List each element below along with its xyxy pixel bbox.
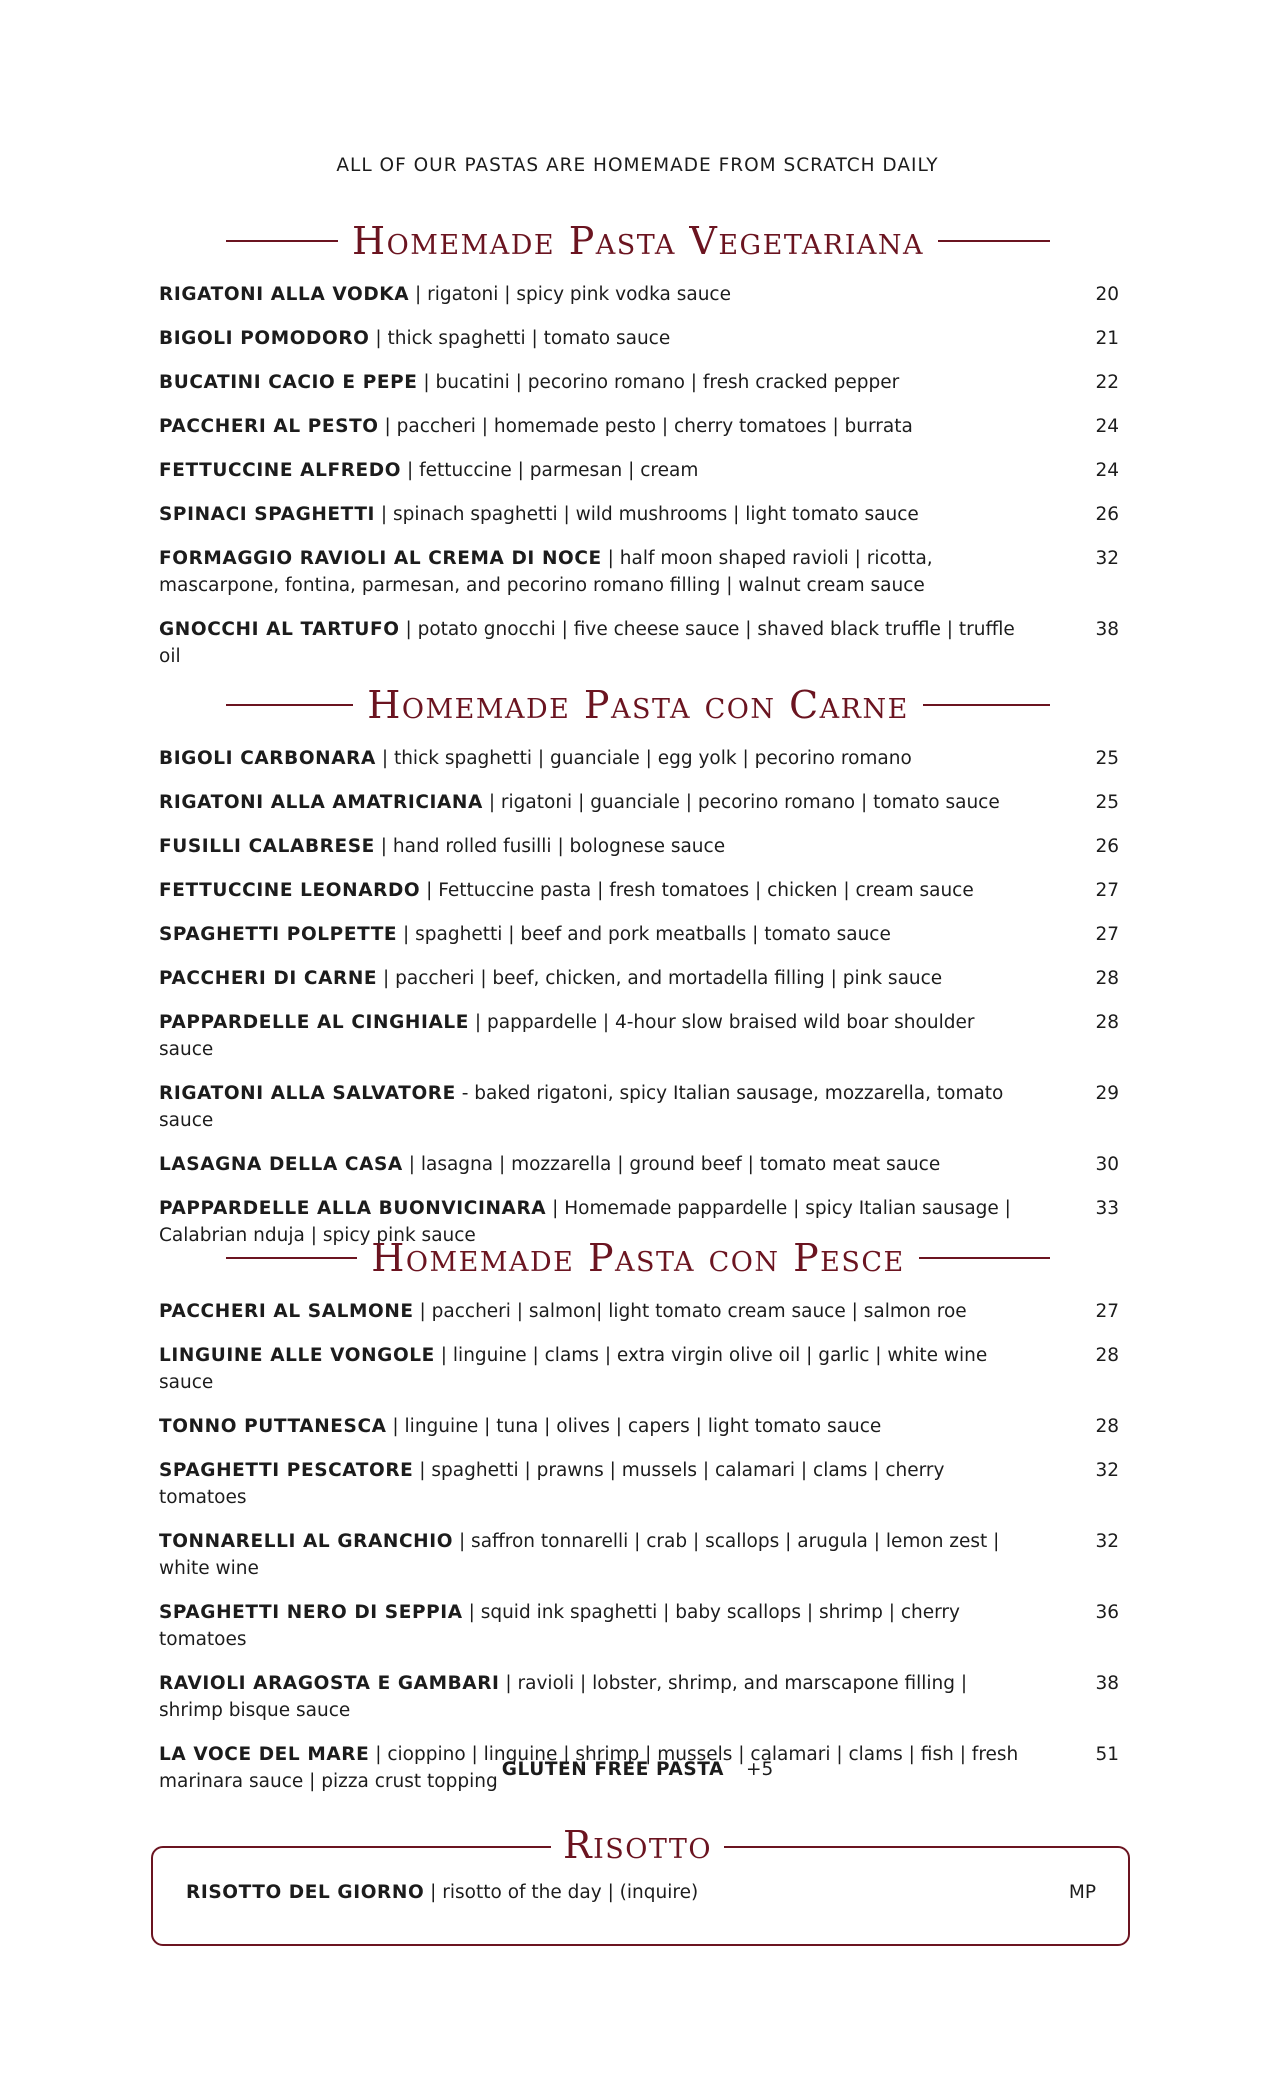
section-title: Homemade Pasta con Pesce (371, 1236, 905, 1280)
menu-item (159, 1009, 1119, 1063)
section-heading-pesce (226, 1233, 1050, 1283)
item-price: 24 (1095, 460, 1119, 481)
item-price: 26 (1095, 504, 1119, 525)
item-price: 21 (1095, 328, 1119, 349)
item-price: 28 (1095, 1416, 1119, 1437)
item-price: 28 (1095, 1012, 1119, 1033)
section-heading-carne (226, 680, 1050, 730)
divider-line (226, 1257, 357, 1259)
item-description: | thick spaghetti | guanciale | egg yolk | pecorino romano (375, 748, 912, 769)
item-name: PACCHERI DI CARNE (159, 968, 378, 989)
menu-item (159, 921, 1119, 948)
item-name: RIGATONI ALLA VODKA (159, 284, 410, 305)
item-description: | ravioli | lobster, shrimp, and marscapone filling | shrimp bisque sauce (159, 1673, 968, 1721)
item-name: BUCATINI CACIO E PEPE (159, 372, 418, 393)
item-price: 27 (1095, 880, 1119, 901)
item-price: 25 (1095, 748, 1119, 769)
item-name: RISOTTO DEL GIORNO (186, 1882, 425, 1903)
item-price: 32 (1095, 1460, 1119, 1481)
item-name: SPAGHETTI POLPETTE (159, 924, 398, 945)
item-description: | spinach spaghetti | wild mushrooms | light tomato sauce (375, 504, 919, 525)
item-name: LASAGNA DELLA CASA (159, 1154, 403, 1175)
item-name: TONNO PUTTANESCA (159, 1416, 387, 1437)
item-name: SPINACI SPAGHETTI (159, 504, 376, 525)
menu-item (159, 1670, 1119, 1724)
item-price: 36 (1095, 1602, 1119, 1623)
item-description: | bucatini | pecorino romano | fresh cracked pepper (417, 372, 900, 393)
item-name: PACCHERI AL SALMONE (159, 1301, 414, 1322)
item-description: | half moon shaped ravioli | ricotta, mascarpone, fontina, parmesan, and pecorino romano filling | walnut cream sauce (159, 548, 933, 596)
item-price: 25 (1095, 792, 1119, 813)
tagline: ALL OF OUR PASTAS ARE HOMEMADE FROM SCRATCH DAILY (336, 155, 939, 176)
section-title: Homemade Pasta con Carne (367, 683, 909, 727)
item-price: 28 (1095, 1345, 1119, 1366)
item-description: | risotto of the day | (inquire) (424, 1882, 699, 1903)
menu-item (159, 745, 1119, 772)
item-name: LA VOCE DEL MARE (159, 1744, 370, 1765)
item-description: | rigatoni | guanciale | pecorino romano | tomato sauce (482, 792, 1000, 813)
menu-item (159, 325, 1119, 352)
item-description: | thick spaghetti | tomato sauce (369, 328, 671, 349)
item-description: | spaghetti | prawns | mussels | calamari | clams | cherry tomatoes (159, 1460, 945, 1508)
item-price: MP (1068, 1882, 1096, 1903)
menu-item (159, 457, 1119, 484)
menu-item (159, 501, 1119, 528)
gluten-free-note (0, 1756, 1275, 1783)
item-name: BIGOLI POMODORO (159, 328, 370, 349)
menu-item (159, 1528, 1119, 1582)
item-description: | pappardelle | 4-hour slow braised wild boar shoulder sauce (159, 1012, 975, 1060)
item-description: | paccheri | beef, chicken, and mortadella filling | pink sauce (377, 968, 943, 989)
menu-item (159, 965, 1119, 992)
menu-item (159, 833, 1119, 860)
section-title: Homemade Pasta Vegetariana (352, 219, 924, 263)
item-price: 32 (1095, 1531, 1119, 1552)
item-price: 22 (1095, 372, 1119, 393)
item-description: | saffron tonnarelli | crab | scallops | arugula | lemon zest | white wine (159, 1531, 1000, 1579)
item-price: 27 (1095, 924, 1119, 945)
item-price: 20 (1095, 284, 1119, 305)
item-price: 24 (1095, 416, 1119, 437)
risotto-heading (0, 1820, 1275, 1870)
item-description: | linguine | tuna | olives | capers | light tomato sauce (386, 1416, 882, 1437)
divider-line (938, 240, 1050, 242)
item-description: - baked rigatoni, spicy Italian sausage, mozzarella, tomato sauce (159, 1083, 1004, 1131)
item-description: | hand rolled fusilli | bolognese sauce (374, 836, 726, 857)
item-name: RAVIOLI ARAGOSTA E GAMBARI (159, 1673, 500, 1694)
item-price: 33 (1095, 1198, 1119, 1219)
divider-line (226, 704, 353, 706)
menu-item (159, 1599, 1119, 1653)
item-description: | potato gnocchi | five cheese sauce | shaved black truffle | truffle oil (159, 619, 1015, 667)
gluten-free-label: GLUTEN FREE PASTA (501, 1759, 725, 1780)
menu-list-carne (159, 745, 1119, 1266)
item-description: | cioppino | linguine | shrimp | mussels | calamari | clams | fish | fresh marinara sauce | pizza crust topping (159, 1744, 1019, 1792)
item-description: | Fettuccine pasta | fresh tomatoes | chicken | cream sauce (420, 880, 974, 901)
menu-list-pesce (159, 1298, 1119, 1812)
item-name: FETTUCCINE LEONARDO (159, 880, 421, 901)
menu-item (159, 1457, 1119, 1511)
item-name: BIGOLI CARBONARA (159, 748, 376, 769)
item-price: 30 (1095, 1154, 1119, 1175)
menu-item (159, 789, 1119, 816)
menu-item (159, 1342, 1119, 1396)
menu-item (159, 281, 1119, 308)
item-price: 38 (1095, 619, 1119, 640)
item-name: PACCHERI AL PESTO (159, 416, 379, 437)
item-name: RIGATONI ALLA SALVATORE (159, 1083, 456, 1104)
menu-item (159, 545, 1119, 599)
item-name: SPAGHETTI NERO DI SEPPIA (159, 1602, 463, 1623)
menu-item (159, 413, 1119, 440)
item-name: FORMAGGIO RAVIOLI AL CREMA DI NOCE (159, 548, 602, 569)
item-price: 29 (1095, 1083, 1119, 1104)
item-description: | linguine | clams | extra virgin olive oil | garlic | white wine sauce (159, 1345, 988, 1393)
menu-item (159, 877, 1119, 904)
section-heading-vegetariana (226, 216, 1050, 266)
item-price: 26 (1095, 836, 1119, 857)
item-description: | paccheri | salmon| light tomato cream sauce | salmon roe (413, 1301, 967, 1322)
item-name: PAPPARDELLE ALLA BUONVICINARA (159, 1198, 547, 1219)
menu-item (159, 616, 1119, 670)
divider-line (923, 704, 1050, 706)
item-price: 51 (1095, 1744, 1119, 1765)
divider-line (226, 240, 338, 242)
item-description: | lasagna | mozzarella | ground beef | tomato meat sauce (402, 1154, 941, 1175)
menu-item (159, 369, 1119, 396)
item-description: | spaghetti | beef and pork meatballs | tomato sauce (397, 924, 891, 945)
item-name: RIGATONI ALLA AMATRICIANA (159, 792, 483, 813)
item-description: | Homemade pappardelle | spicy Italian sausage | Calabrian nduja | spicy pink sauce (159, 1198, 1011, 1246)
menu-item (159, 1413, 1119, 1440)
menu-item (186, 1879, 1096, 1906)
item-price: 32 (1095, 548, 1119, 569)
item-name: TONNARELLI AL GRANCHIO (159, 1531, 454, 1552)
item-description: | rigatoni | spicy pink vodka sauce (409, 284, 731, 305)
menu-item (159, 1080, 1119, 1134)
gluten-free-price: +5 (746, 1759, 774, 1780)
item-description: | squid ink spaghetti | baby scallops | shrimp | cherry tomatoes (159, 1602, 960, 1650)
item-name: SPAGHETTI PESCATORE (159, 1460, 414, 1481)
divider-line (919, 1257, 1050, 1259)
item-name: PAPPARDELLE AL CINGHIALE (159, 1012, 469, 1033)
item-name: LINGUINE ALLE VONGOLE (159, 1345, 435, 1366)
item-price: 27 (1095, 1301, 1119, 1322)
menu-item (159, 1151, 1119, 1178)
item-price: 28 (1095, 968, 1119, 989)
item-description: | fettuccine | parmesan | cream (401, 460, 699, 481)
menu-item (159, 1298, 1119, 1325)
item-price: 38 (1095, 1673, 1119, 1694)
menu-list-vegetariana (159, 281, 1119, 687)
item-name: FUSILLI CALABRESE (159, 836, 375, 857)
section-title: Risotto (551, 1820, 724, 1870)
item-name: GNOCCHI AL TARTUFO (159, 619, 400, 640)
item-description: | paccheri | homemade pesto | cherry tomatoes | burrata (378, 416, 913, 437)
item-name: FETTUCCINE ALFREDO (159, 460, 402, 481)
